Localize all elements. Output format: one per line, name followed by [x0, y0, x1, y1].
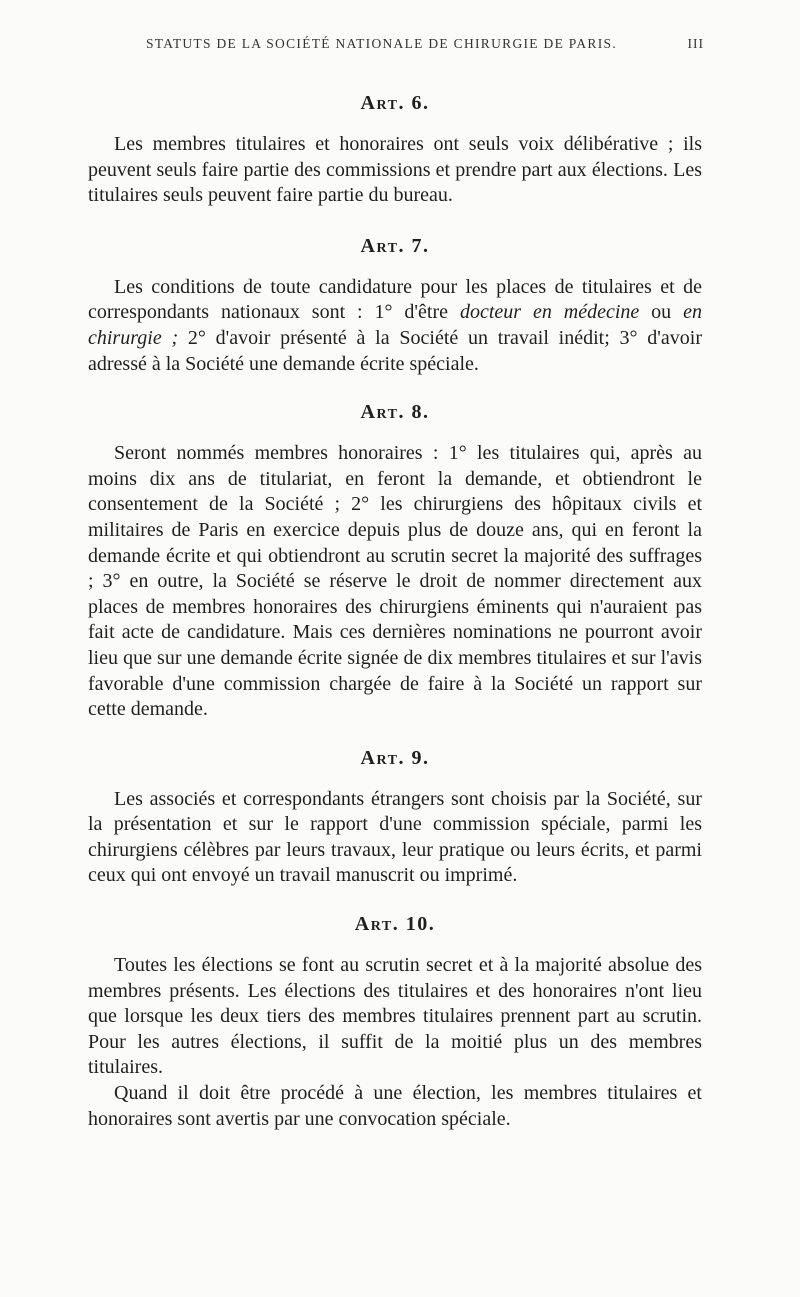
- page-content: [88, 88, 702, 1152]
- article-heading: Art. 7.: [360, 234, 430, 257]
- article-paragraph: Seront nommés membres honoraires : 1° les titulaires qui, après au moins dix ans de titulariat, en feront la demande, et obtiendront le consentement de la Société ; 2° les chirurgiens des hôpitaux civils et militaires de Paris en exercice depuis plus de douze ans, qui en feront la demande écrite et qui obtiendront au scrutin secret la majorité des suffrages ; 3° en outre, la Société se réserve le droit de nommer directement aux places de membres honoraires des chirurgiens éminents qui n'auraient pas fait acte de candidature. Mais ces dernières nominations ne pourront avoir lieu que sur une demande écrite signée de dix membres titulaires et sur l'avis favorable d'une commission chargée de faire à la Société un rapport sur cette demande.: [88, 442, 702, 721]
- article-paragraph: Les associés et correspondants étrangers sont choisis par la Société, sur la présentation et sur le rapport d'une commission spéciale, parmi les chirurgiens célèbres par leurs travaux, leur pratique ou leurs écrits, et parmi ceux qui ont envoyé un travail manuscrit ou imprimé.: [88, 787, 702, 887]
- article-paragraph: Les membres titulaires et honoraires ont seuls voix délibérative ; ils peuvent seuls faire partie des commissions et prendre part aux élections. Les titulaires seuls peuvent faire partie du bureau.: [88, 133, 702, 207]
- running-header: [146, 36, 704, 52]
- article-9: [88, 743, 702, 889]
- article-paragraph: Quand il doit être procédé à une élection, les membres titulaires et honoraires sont avertis par une convocation spéciale.: [88, 1082, 702, 1130]
- article-heading: Art. 9.: [360, 746, 430, 769]
- article-10: [88, 909, 702, 1132]
- italic-phrase: docteur en médecine: [459, 301, 640, 324]
- header-title: STATUTS DE LA SOCIÉTÉ NATIONALE DE CHIRURGIE DE PARIS.: [146, 36, 617, 51]
- article-heading: Art. 10.: [354, 913, 436, 936]
- article-6: [88, 88, 702, 209]
- page-number: III: [687, 36, 704, 51]
- article-heading: Art. 6.: [360, 92, 430, 114]
- article-8: [88, 397, 702, 723]
- article-paragraph: Les conditions de toute candidature pour les places de titulaires et de correspondants nationaux sont : 1° d'être docteur en médecine ou en chirurgie ; 2° d'avoir présenté à la Société un travail inédit; 3° d'avoir adressé à la Société une demande écrite spéciale.: [88, 275, 702, 375]
- article-paragraph: Toutes les élections se font au scrutin secret et à la majorité absolue des membres présents. Les élections des titulaires et des honoraires n'ont lieu que lorsque les deux tiers des membres titulaires prennent part au scrutin. Pour les autres élections, il suffit de la moitié plus un des membres titulaires.: [88, 954, 702, 1079]
- article-7: [88, 231, 702, 377]
- article-heading: Art. 8.: [360, 401, 430, 424]
- italic-phrase: en chirurgie ;: [88, 301, 702, 349]
